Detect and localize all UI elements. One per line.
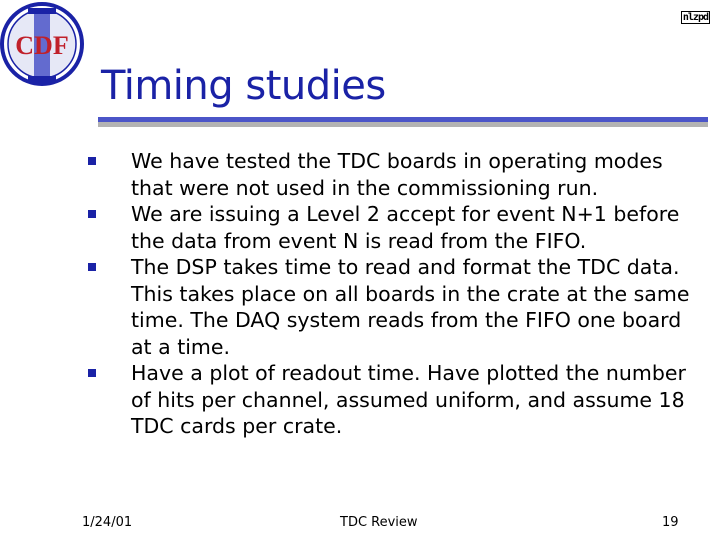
bullet-item	[86, 254, 706, 360]
bullet-list	[86, 148, 706, 440]
divider-line-grey	[98, 122, 708, 127]
cdf-logo-icon	[0, 0, 86, 92]
square-bullet-icon	[88, 157, 96, 165]
footer-date: 1/24/01	[82, 515, 133, 530]
slide-badge: nlzpd	[682, 12, 708, 23]
svg-text:CDF: CDF	[15, 31, 69, 60]
page-number: 19	[662, 515, 679, 530]
square-bullet-icon	[88, 210, 96, 218]
bullet-text: We are issuing a Level 2 accept for event N+1 before the data from event N is read from the FIFO.	[131, 202, 680, 253]
footer-title: TDC Review	[340, 515, 418, 530]
bullet-text: We have tested the TDC boards in operating modes that were not used in the commissioning run.	[131, 149, 663, 200]
square-bullet-icon	[88, 369, 96, 377]
slide-title: Timing studies	[101, 63, 386, 109]
bullet-item	[86, 148, 706, 201]
bullet-text: Have a plot of readout time. Have plotted the number of hits per channel, assumed uniform, and assume 18 TDC cards per crate.	[131, 361, 686, 438]
title-divider	[98, 117, 708, 127]
bullet-text: The DSP takes time to read and format the TDC data. This takes place on all boards in the crate at the same time. The DAQ system reads from the FIFO one board at a time.	[131, 255, 690, 359]
bullet-item	[86, 201, 706, 254]
square-bullet-icon	[88, 263, 96, 271]
bullet-item	[86, 360, 706, 440]
